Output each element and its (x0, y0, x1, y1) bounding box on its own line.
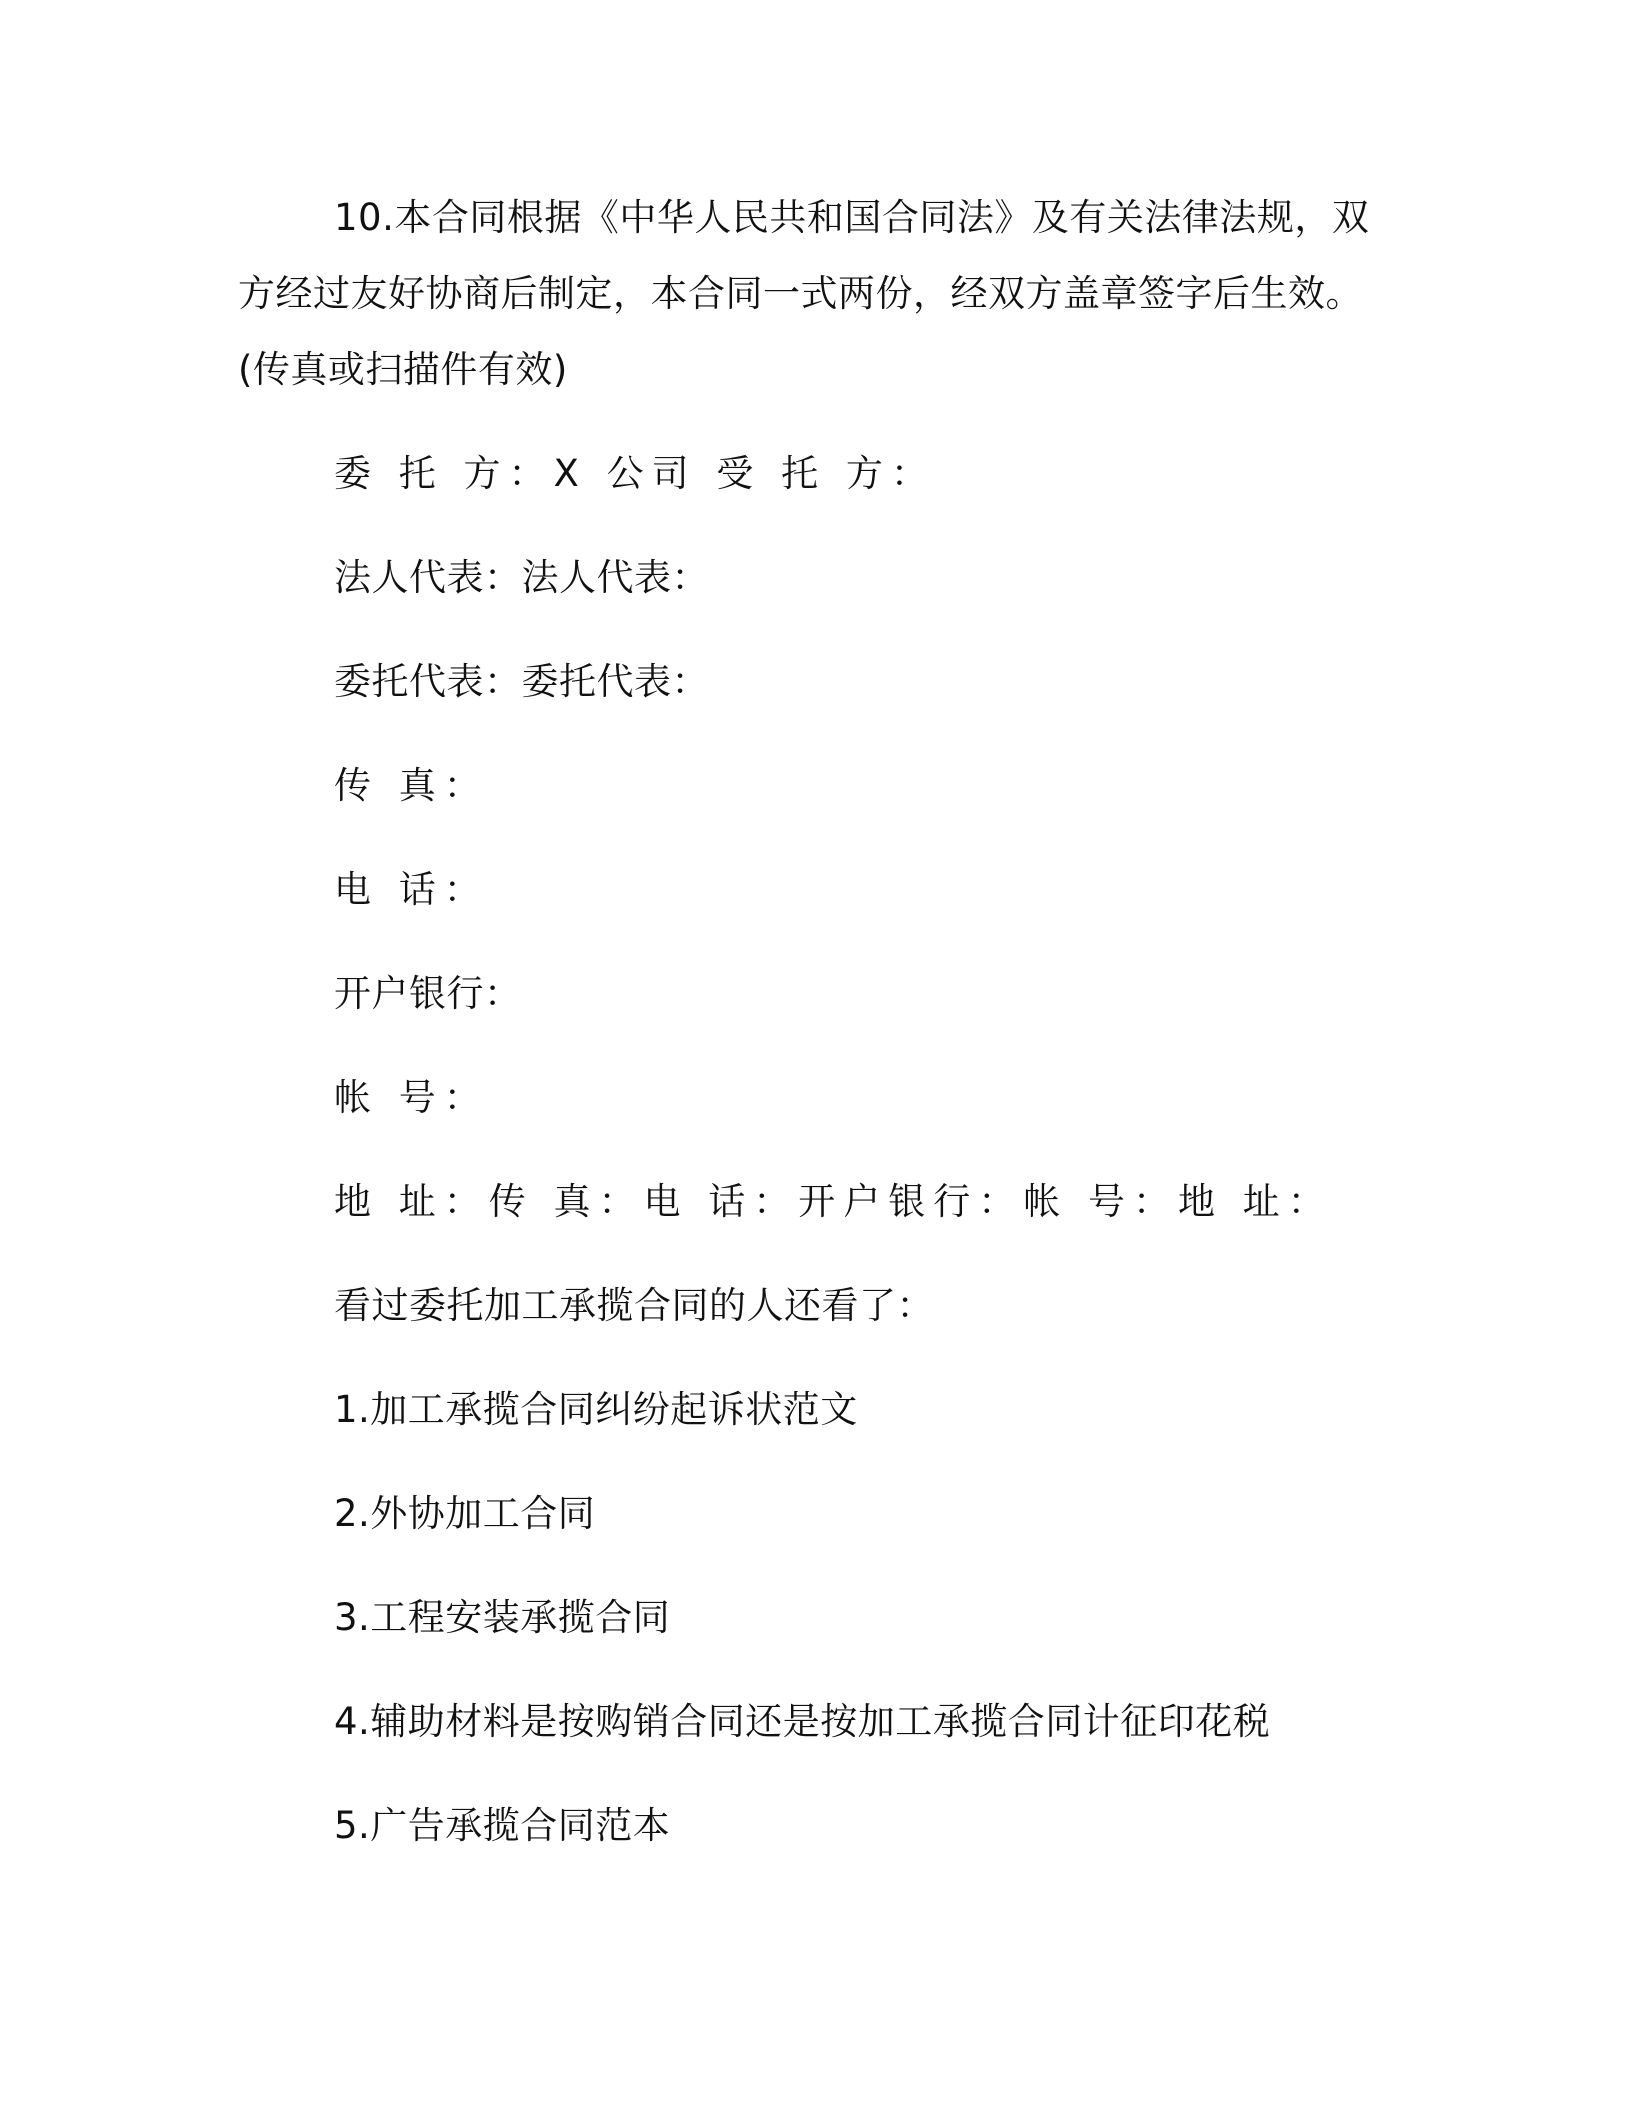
related-link[interactable]: 4.辅助材料是按购销合同还是按加工承揽合同计征印花税 (334, 1700, 1271, 1743)
account-line: 帐 号： (334, 1076, 489, 1119)
clause-10-line-2: 方经过友好协商后制定，本合同一式两份，经双方盖章签字后生效。 (238, 272, 1363, 315)
combined-contact-line: 地 址：传 真：电 话：开户银行：帐 号：地 址： (334, 1180, 1333, 1223)
phone-line: 电 话： (334, 868, 489, 911)
fax-line: 传 真： (334, 764, 489, 807)
legal-representative-line: 法人代表：法人代表： (334, 556, 709, 599)
related-link[interactable]: 2.外协加工合同 (334, 1492, 596, 1535)
related-link[interactable]: 1.加工承揽合同纠纷起诉状范文 (334, 1388, 858, 1431)
related-link[interactable]: 3.工程安装承揽合同 (334, 1596, 671, 1639)
clause-10-line-1: 10.本合同根据《中华人民共和国合同法》及有关法律法规，双 (334, 196, 1370, 239)
bank-line: 开户银行： (334, 972, 522, 1015)
entrusted-representative-line: 委托代表：委托代表： (334, 660, 709, 703)
clause-10-line-3: (传真或扫描件有效) (238, 348, 568, 391)
parties-line: 委 托 方：X 公司 受 托 方： (334, 452, 936, 495)
related-heading: 看过委托加工承揽合同的人还看了： (334, 1284, 934, 1327)
related-link[interactable]: 5.广告承揽合同范本 (334, 1804, 671, 1847)
